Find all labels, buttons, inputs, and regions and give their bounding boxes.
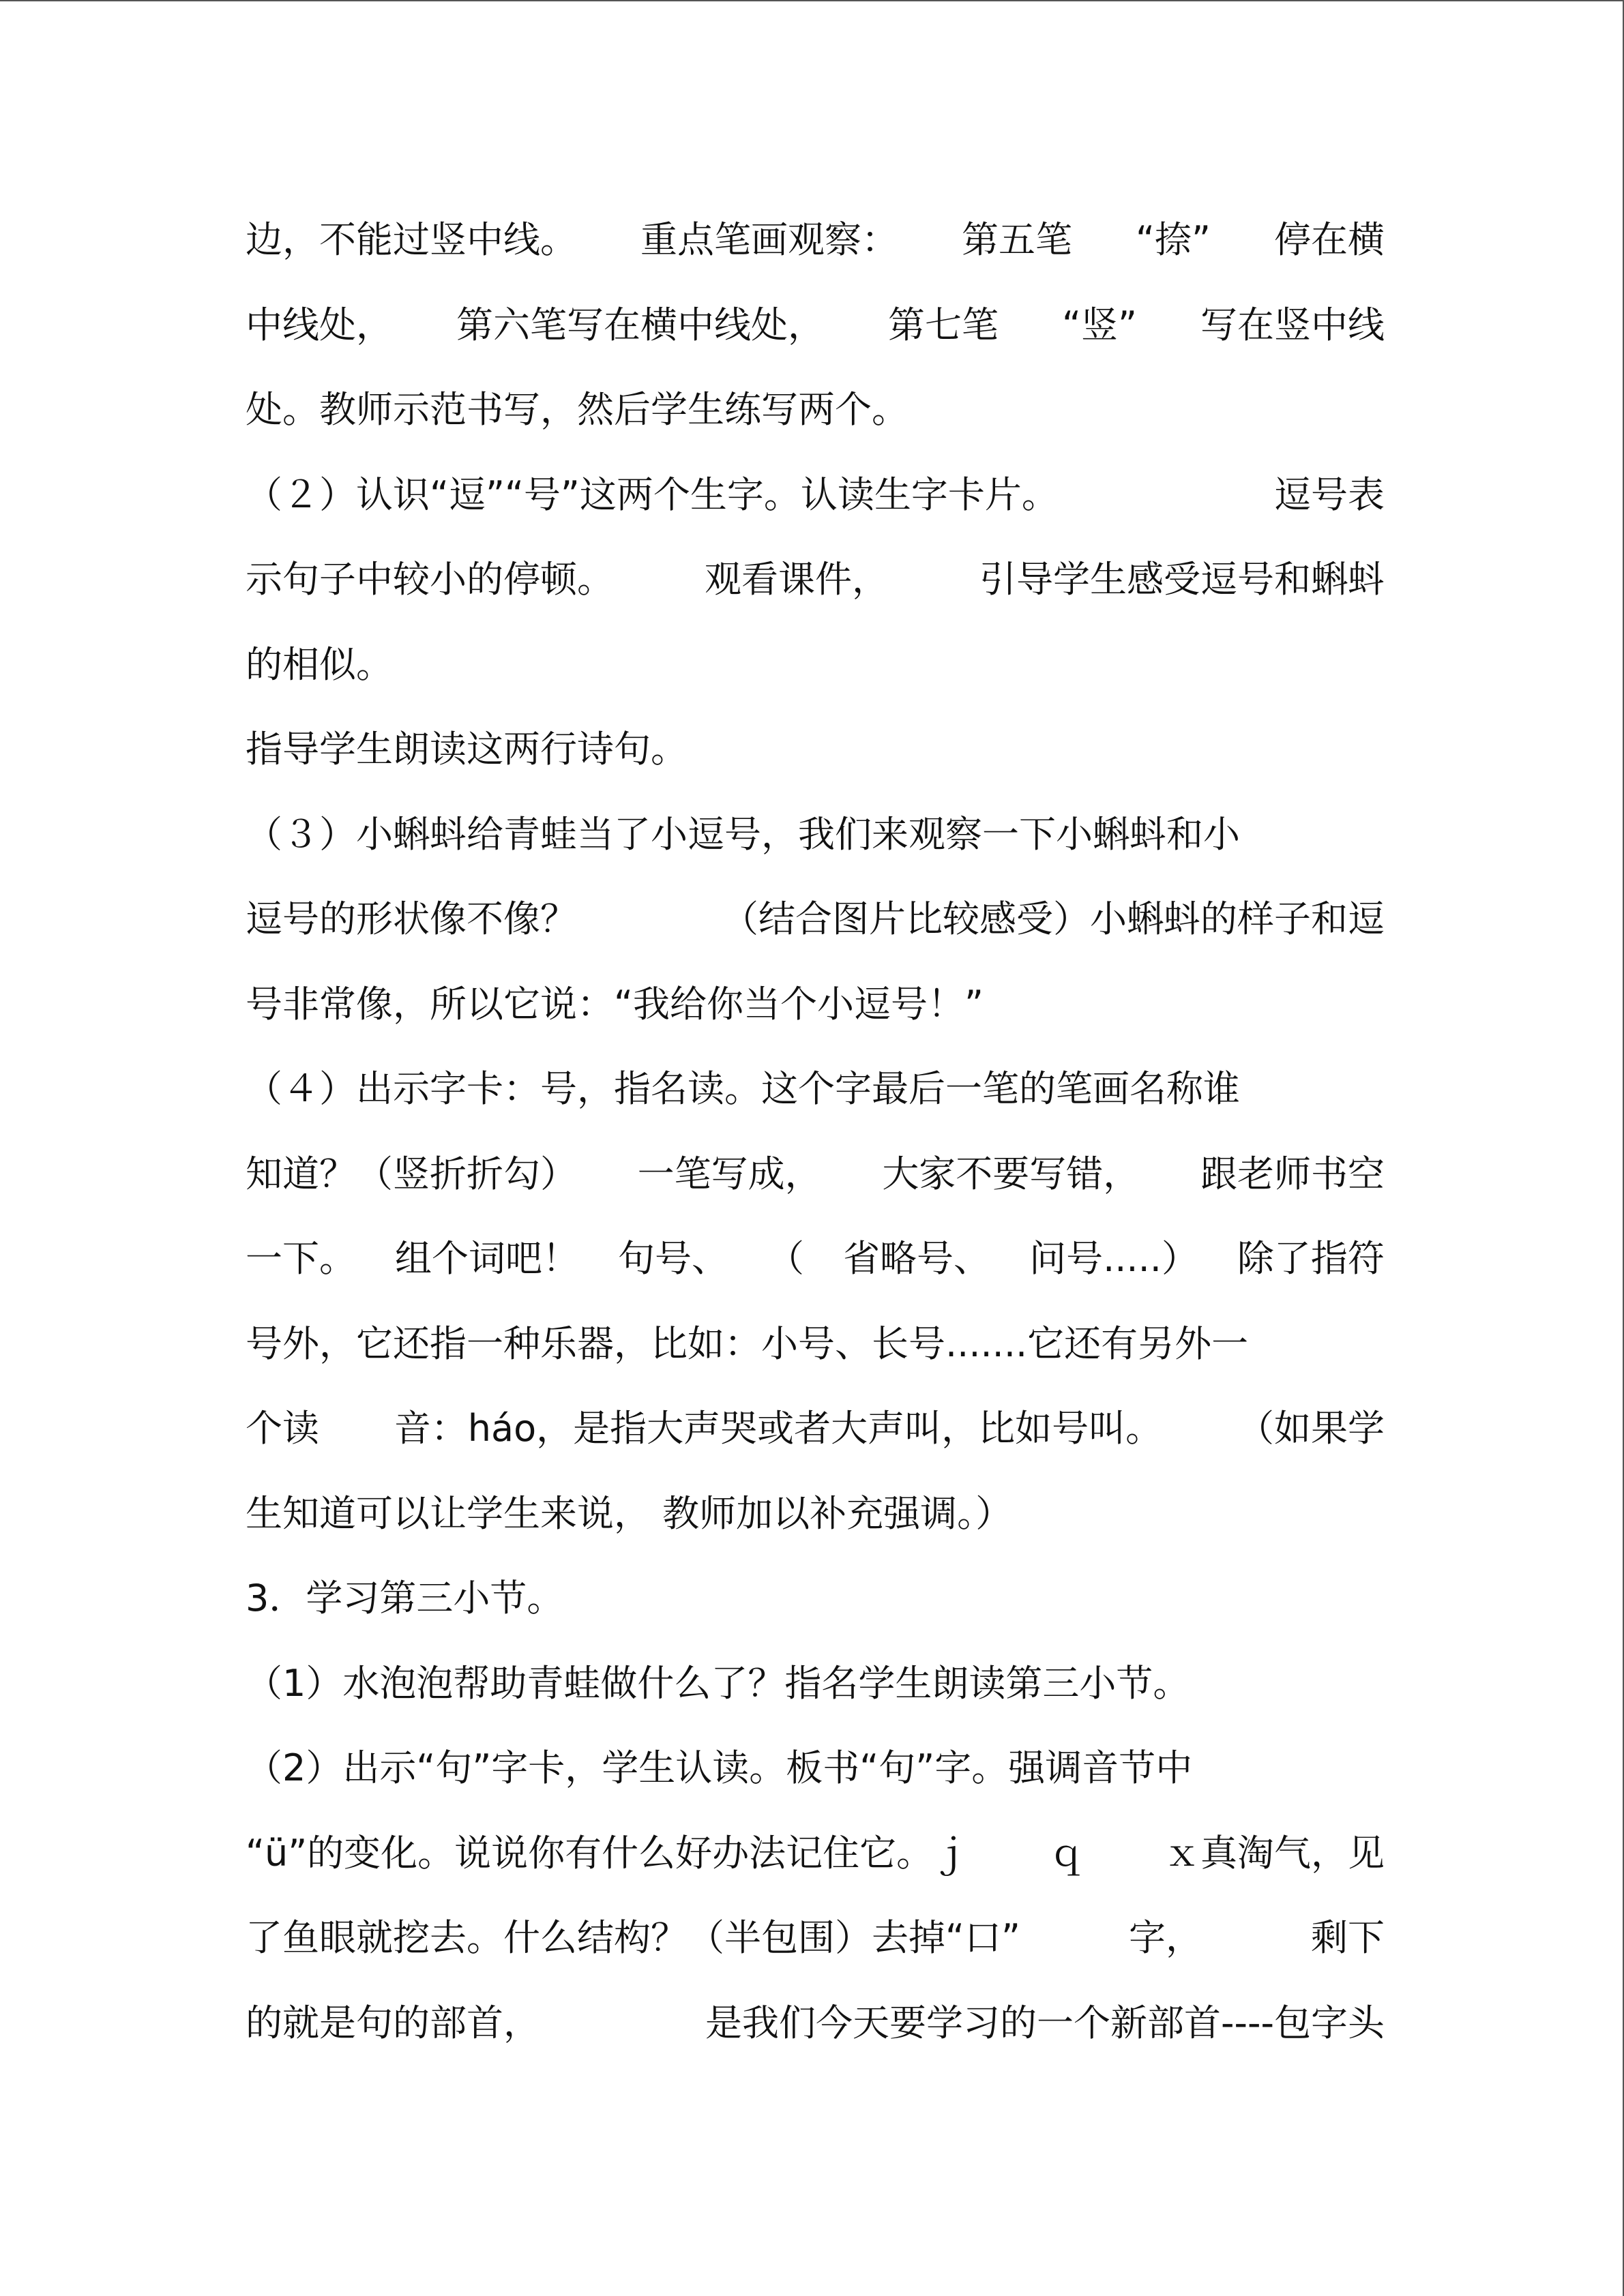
text-segment: 是我们今天要学习的一个新部首----包字头 <box>705 2001 1385 2044</box>
text-segment: （４）出示字卡：号，指名读。这个字最后一笔的笔画名称谁 <box>246 1067 1240 1110</box>
text-segment: 逗号表 <box>1274 473 1385 516</box>
text-segment: （２）认识“逗”“号”这两个生字。认读生字卡片。 <box>246 473 1059 516</box>
text-segment: 示句子中较小的停顿。 <box>246 558 614 601</box>
text-line: 号非常像，所以它说：“我给你当个小逗号！” <box>246 982 984 1026</box>
text-segment: （结合图片比较感受）小蝌蚪的样子和逗 <box>722 897 1385 940</box>
text-line <box>246 537 1385 623</box>
text-segment: ｘ真淘气，见 <box>1164 1831 1385 1875</box>
text-line <box>246 1047 1385 1132</box>
text-segment: 第六笔写在横中线处， <box>456 303 825 346</box>
text-line <box>246 1302 1385 1387</box>
text-segment: 第七笔 <box>888 303 999 346</box>
text-segment: 问号.....） <box>1029 1237 1198 1280</box>
text-segment: 观看课件， <box>705 558 889 601</box>
text-line <box>246 1217 1385 1302</box>
text-line <box>246 453 1385 538</box>
text-segment: 第五笔 <box>962 218 1072 261</box>
text-segment: 大家不要写错， <box>882 1152 1140 1195</box>
text-line <box>246 877 1385 962</box>
text-segment: （３）小蝌蚪给青蛙当了小逗号，我们来观察一下小蝌蚪和小 <box>246 812 1240 856</box>
text-segment: 省略号、 <box>843 1237 991 1280</box>
text-segment: （2）出示“句”字卡，学生认读。板书“句”字。强调音节中 <box>246 1746 1193 1789</box>
text-segment: 号外，它还指一种乐器，比如：小号、长号.......它还有另外一 <box>246 1322 1249 1365</box>
text-line: 指导学生朗读这两行诗句。 <box>246 728 688 771</box>
text-line <box>246 1132 1385 1217</box>
text-segment: “ü”的变化。说说你有什么好办法记住它。ｊ <box>246 1831 971 1875</box>
document-body <box>246 198 1385 2066</box>
text-segment: 剩下 <box>1310 1916 1385 1959</box>
text-segment: 一下。 <box>246 1237 356 1280</box>
text-segment: 重点笔画观察： <box>640 218 898 261</box>
text-line <box>246 1386 1385 1472</box>
text-segment: 写在竖中线 <box>1200 303 1385 346</box>
text-line: （1）水泡泡帮助青蛙做什么了？指名学生朗读第三小节。 <box>246 1661 1190 1705</box>
text-line: 生知道可以让学生来说， 教师加以补充强调。） <box>246 1491 1013 1535</box>
text-segment: 中线处， <box>246 303 393 346</box>
text-line <box>246 1811 1385 1896</box>
text-segment: “竖” <box>1062 303 1137 346</box>
text-segment: 边，不能过竖中线。 <box>246 218 577 261</box>
text-segment: （如果学 <box>1237 1407 1385 1450</box>
text-line <box>246 792 1385 878</box>
text-segment: 知道？（竖折折勾） <box>246 1152 577 1195</box>
text-segment: ｑ <box>1048 1831 1086 1875</box>
text-segment: 个读 <box>246 1407 319 1450</box>
text-segment: 组个词吧！ <box>395 1237 580 1280</box>
text-line: 处。教师示范书写，然后学生练写两个。 <box>246 388 909 431</box>
text-line: 3．学习第三小节。 <box>246 1577 564 1620</box>
text-line <box>246 1726 1385 1811</box>
text-segment: 跟老师书空 <box>1200 1152 1385 1195</box>
text-segment: 引导学生感受逗号和蝌蚪 <box>979 558 1385 601</box>
text-segment: （ <box>767 1237 805 1280</box>
text-segment: “捺” <box>1136 218 1211 261</box>
text-line <box>246 1981 1385 2066</box>
text-segment: 句号、 <box>618 1237 729 1280</box>
text-segment: 了鱼眼就挖去。什么结构？（半包围）去掉“口” <box>246 1916 1020 1959</box>
text-segment: 字， <box>1128 1916 1202 1959</box>
text-line: 的相似。 <box>246 642 393 686</box>
text-segment: 一笔写成， <box>637 1152 822 1195</box>
text-line <box>246 1896 1385 1981</box>
text-segment: 除了指符 <box>1237 1237 1385 1280</box>
text-line <box>246 283 1385 368</box>
text-segment: 的就是句的部首， <box>246 2001 540 2044</box>
text-segment: 停在横 <box>1273 218 1385 261</box>
text-line <box>246 198 1385 283</box>
text-segment: 音：háo，是指大声哭或者大声叫，比如号叫。 <box>394 1407 1163 1450</box>
text-segment: 逗号的形状像不像？ <box>246 897 577 940</box>
